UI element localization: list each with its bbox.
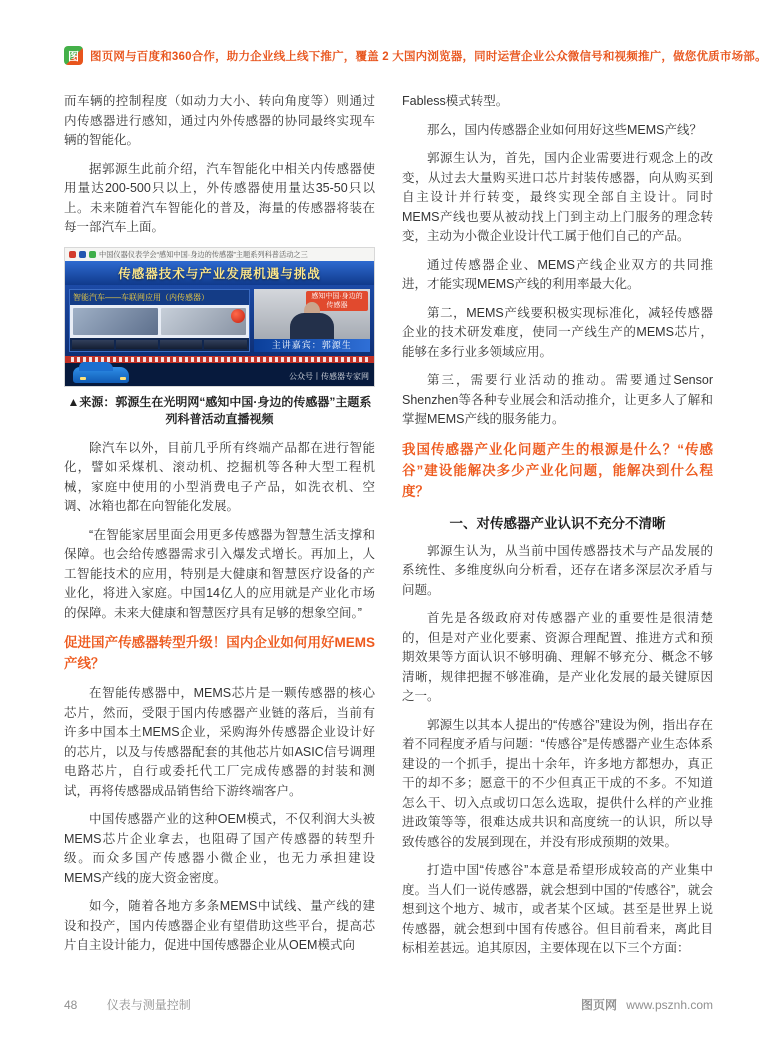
photo-placeholder (73, 308, 158, 335)
page-number: 48 (64, 998, 78, 1012)
header-banner-text: 图页网与百度和360合作，助力企业线上线下推广，覆盖 2 大国内浏览器，同时运营企业公众微信号和视频推广，做您优质市场部。 (90, 50, 767, 63)
paragraph: 打造中国“传感谷”本意是希望形成较高的产业集中度。当人们一说传感器，就会想到中国的“传感谷”，就会想到这个地方、城市，或者某个区域。甚至是世界上说传感器，就会想到中国有传感谷。但目前看来，离此目标相差甚远。追其原因，主要体现在以下三个方面： (402, 863, 713, 955)
ticker-bar (65, 356, 374, 363)
figure-slide-title: 智能汽车——车联网应用（内传感器） (70, 290, 249, 305)
logo-dot-icon (69, 251, 76, 258)
thumbnail-placeholder (204, 340, 246, 349)
paragraph: “在智能家居里面会用更多传感器为智慧生活支撑和保障。也会给传感器需求引入爆发式增长。再加上，人工智能技术的应用，特别是大健康和智慧医疗设备的产业化，将进入家庭。中国14亿人的应用就是产业化市场的保障。未来大健康和智慧医疗具有足够的想象空间。” (64, 527, 375, 620)
ticker-text-placeholder (71, 357, 368, 362)
logo-dot-icon (79, 251, 86, 258)
footer-left (64, 996, 191, 1013)
figure-event-title: 中国仪器仪表学会“感知中国·身边的传感器”主题系列科普活动之三 (99, 249, 308, 259)
section-heading: 促进国产传感器转型升级！国内企业如何用好MEMS产线？ (64, 635, 375, 671)
video-screenshot-figure (64, 247, 375, 387)
paragraph: 据郭源生此前介绍，汽车智能化中相关内传感器使用量达200-500只以上，外传感器使用量达35-50只以上。未来随着汽车智能化的普及，海量的传感器将装在每一部汽车上面。 (64, 161, 375, 234)
article-body (64, 92, 713, 964)
paragraph: 首先是各级政府对传感器产业的重要性是很清楚的，但是对产业化要素、资源合理配置、推进方式和预期效果等方面认识不够明确、理解不够充分、概念不够清晰，规律把握不够准确，是产业化发展的最关键原因之一。 (402, 611, 713, 703)
paragraph: 郭源生认为，从当前中国传感器技术与产品发展的系统性、多维度纵向分析看，还存在诸多深层次矛盾与问题。 (402, 543, 713, 597)
red-seal-icon (231, 309, 245, 323)
thumbnail-placeholder (116, 340, 158, 349)
figure-slide (69, 289, 250, 352)
site-name: 图页网 (580, 998, 617, 1012)
paragraph: 而车辆的控制程度（如动力大小、转向角度等）则通过内传感器进行感知，通过内外传感器的协同最终实现车辆的智能化。 (64, 94, 375, 147)
paragraph: 郭源生认为，首先，国内企业需要进行观念上的改变，从过去大量购买进口芯片封装传感器，向从购买到自主设计并行转变，最终实现全部自主设计。同时MEMS产线也要从被动找上门到主动上门服务的理念转变，主动为小微企业设计代工属于他们自己的产品。 (402, 151, 713, 243)
speaker-avatar-body (290, 313, 334, 339)
figure-main-area (65, 285, 374, 356)
footer-right (581, 996, 713, 1013)
paragraph: 第二，MEMS产线要积极实现标准化，减轻传感器企业的技术研发难度，使同一产线生产的MEMS芯片，能够在多行业多领域应用。 (402, 305, 713, 359)
page-footer (64, 996, 713, 1013)
figure-slide-photos (70, 305, 249, 338)
paragraph: 在智能传感器中，MEMS芯片是一颗传感器的核心芯片，然而，受限于国内传感器产业链的落后，当前有许多中国本土MEMS企业，采购海外传感器企业设计好的芯片，以及与传感器配套的其他芯片如ASIC信号调理电路芯片，自行或委托代工厂完成传感器的封装和测试，再将传感器成品销售给下游终端客户。 (64, 686, 375, 798)
paragraph: 通过传感器企业、MEMS产线企业双方的共同推进，才能实现MEMS产线的利用率最大化。 (402, 257, 713, 291)
speaker-name-label: 主讲嘉宾：郭源生 (254, 339, 370, 352)
right-column (402, 92, 713, 964)
figure-title: 传感器技术与产业发展机遇与挑战 (118, 266, 321, 281)
paragraph: 那么，国内传感器企业如何用好这些MEMS产线？ (427, 122, 703, 137)
paragraph: 除汽车以外，目前几乎所有终端产品都在进行智能化，譬如采煤机、滚动机、挖掘机等各种大型工程机械，家庭中使用的小型消费电子产品，如洗衣机、空调、冰箱也都在向智能化发展。 (64, 440, 375, 513)
logo-dot-icon (89, 251, 96, 258)
site-logo-glyph: 图 (68, 50, 79, 63)
site-url: www.psznh.com (626, 998, 713, 1012)
speaker-video-frame (254, 289, 370, 352)
paragraph: 第三，需要行业活动的推动。需要通过Sensor Shenzhen等各种专业展会和活动推介，让更多人了解和掌握MEMS产线的服务能力。 (402, 373, 713, 426)
event-badge: 感知中国·身边的传感器 (306, 291, 368, 311)
thumbnail-placeholder (160, 340, 202, 349)
watermark-text: 公众号丨传感器专家网 (289, 371, 369, 381)
figure-thumbnail-strip (70, 338, 249, 351)
car-image (73, 367, 129, 383)
figure-top-strip (65, 248, 374, 261)
paragraph: 郭源生以其本人提出的“传感谷”建设为例，指出存在着不同程度矛盾与问题：“传感谷”是传感器产业生态体系建设的一个抓手，提出十余年，许多地方都想办，真正干的却不多；愿意干的不少但真正干成的不多。不知道怎么干、切入点或切口怎么选取，提供什么样的产业推进政策等等，很难达成共识和高度统一的认识，所以导致传感谷的发展到现在，并没有形成预期的效果。 (402, 717, 713, 849)
figure-bottom-strip (65, 356, 374, 386)
figure-title-banner (65, 261, 374, 285)
paragraph: 如今，随着各地方多条MEMS中试线、量产线的建设和投产，国内传感器企业有望借助这些平台，提高芯片自主设计能力，促进中国传感器企业从OEM模式向 (64, 899, 375, 952)
paragraph: Fabless模式转型。 (402, 94, 509, 108)
paragraph: 中国传感器产业的这种OEM模式，不仅利润大头被MEMS芯片企业拿去，也阻碍了国产传感器的转型升级。而众多国产传感器小微企业，也无力承担建设MEMS产线的庞大资金密度。 (64, 812, 375, 885)
left-column (64, 92, 375, 964)
journal-name: 仪表与测量控制 (106, 998, 191, 1012)
sub-section-heading: 一、对传感器产业认识不充分不清晰 (449, 515, 666, 531)
thumbnail-placeholder (72, 340, 114, 349)
page-header (64, 46, 767, 65)
section-heading: 我国传感器产业化问题产生的根源是什么？“传感谷”建设能解决多少产业化问题，能解决到什么程度？ (402, 441, 713, 499)
site-logo-icon (64, 46, 83, 65)
figure-caption: ▲来源：郭源生在光明网“感知中国·身边的传感器”主题系列科普活动直播视频 (67, 394, 372, 426)
